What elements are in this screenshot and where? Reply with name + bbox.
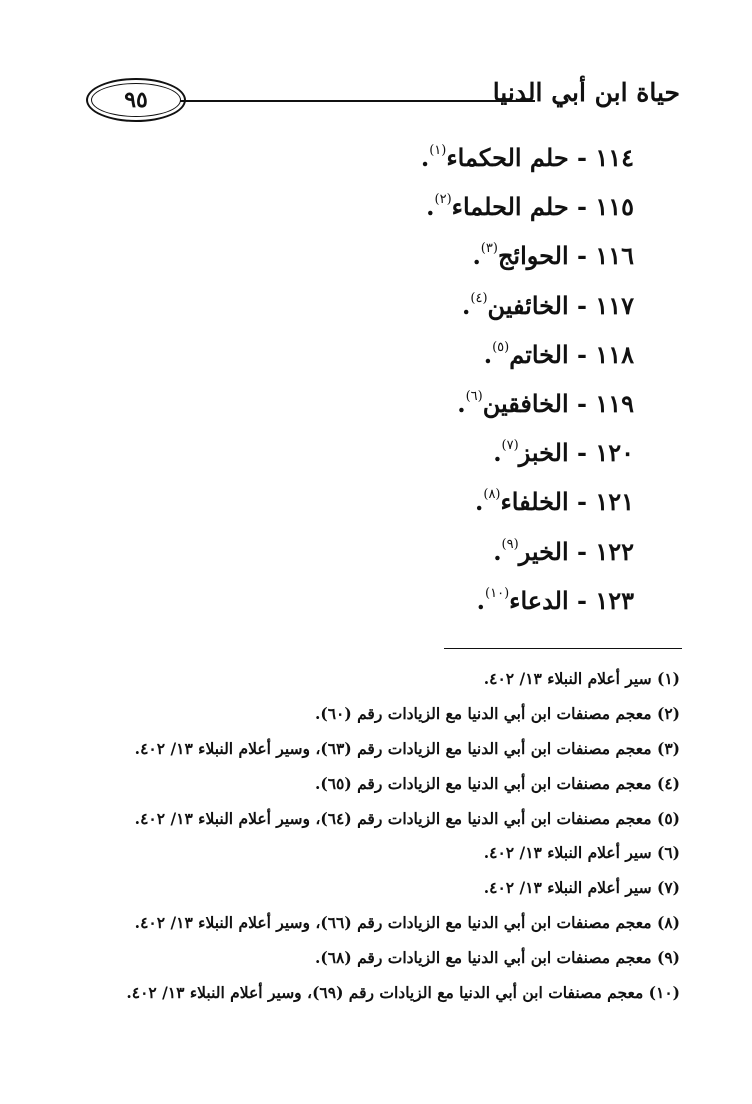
entry-end: . [420, 143, 430, 172]
footnote-ref: (١٠) [485, 585, 510, 601]
footnote: (٨) معجم مصنفات ابن أبي الدنيا مع الزيادات رقم (٦٦)، وسير أعلام النبلاء ١٣/ ٤٠٢. [134, 913, 680, 933]
entry-item [421, 224, 634, 273]
entry-end: . [457, 388, 466, 418]
page-number-oval [86, 78, 186, 122]
entry-end: . [493, 536, 502, 566]
entry-text: ١١٩ - الخافقين [482, 388, 634, 418]
footnote: (٩) معجم مصنفات ابن أبي الدنيا مع الزيادات رقم (٦٨). [315, 948, 680, 968]
footnotes-list [126, 662, 680, 1011]
footnote-ref: (٦) [465, 388, 483, 404]
footnote-ref: (٩) [501, 536, 519, 552]
footnote-ref: (٧) [501, 438, 519, 454]
entry-text: ١٢٢ - الخير [518, 536, 634, 566]
footnote: (٤) معجم مصنفات ابن أبي الدنيا مع الزيادات رقم (٦٥). [315, 773, 680, 793]
footnote: (١) سير أعلام النبلاء ١٣/ ٤٠٢. [483, 669, 680, 688]
entry-item [421, 470, 634, 519]
footnote-ref: (٣) [480, 241, 498, 257]
entry-text: ١٢٠ - الخبز [518, 438, 634, 468]
footnote: (٥) معجم مصنفات ابن أبي الدنيا مع الزيادات رقم (٦٤)، وسير أعلام النبلاء ١٣/ ٤٠٢. [134, 808, 680, 828]
entry-item [421, 126, 634, 175]
entry-text: ١١٤ - حلم الحكماء [446, 143, 634, 172]
entry-end: . [462, 290, 471, 320]
footnote: (٢) معجم مصنفات ابن أبي الدنيا مع الزيادات رقم (٦٠). [315, 703, 680, 723]
entry-text: ١١٦ - الحوائج [497, 241, 634, 271]
entry-end: . [472, 241, 481, 271]
entry-item [421, 372, 634, 421]
footnote: (١٠) معجم مصنفات ابن أبي الدنيا مع الزيادات رقم (٦٩)، وسير أعلام النبلاء ١٣/ ٤٠٢. [126, 983, 680, 1003]
footnote-ref: (٨) [483, 487, 501, 503]
page-number: ٩٥ [124, 87, 148, 113]
entry-item [421, 175, 634, 224]
entry-end: . [483, 339, 493, 369]
entry-end: . [426, 192, 435, 222]
footnote-ref: (٤) [470, 290, 488, 306]
entry-text: ١١٨ - الخاتم [509, 339, 634, 369]
entry-text: ١٢١ - الخلفاء [500, 487, 634, 517]
entry-text: ١١٧ - الخائفين [487, 290, 634, 320]
entries-list [421, 126, 634, 618]
footnote: (٦) سير أعلام النبلاء ١٣/ ٤٠٢. [483, 843, 680, 863]
running-header-title: حياة ابن أبي الدنيا [492, 78, 680, 107]
entry-end: . [475, 487, 484, 517]
footnote: (٣) معجم مصنفات ابن أبي الدنيا مع الزيادات رقم (٦٣)، وسير أعلام النبلاء ١٣/ ٤٠٢. [134, 738, 680, 758]
entry-text: ١١٥ - حلم الحلماء [451, 192, 634, 222]
entry-item [421, 421, 634, 470]
entry-end: . [476, 585, 486, 615]
footnote: (٧) سير أعلام النبلاء ١٣/ ٤٠٢. [483, 878, 680, 898]
footnote-ref: (٥) [492, 339, 510, 355]
entry-item [421, 323, 634, 372]
entry-item [421, 569, 634, 618]
footnote-separator [444, 648, 682, 649]
entry-text: ١٢٣ - الدعاء [509, 585, 634, 615]
footnote-ref: (١) [429, 143, 447, 158]
footnote-ref: (٢) [434, 192, 452, 208]
entry-item [421, 274, 634, 323]
entry-end: . [493, 438, 502, 468]
entry-item [421, 520, 634, 569]
header-rule [180, 100, 535, 102]
